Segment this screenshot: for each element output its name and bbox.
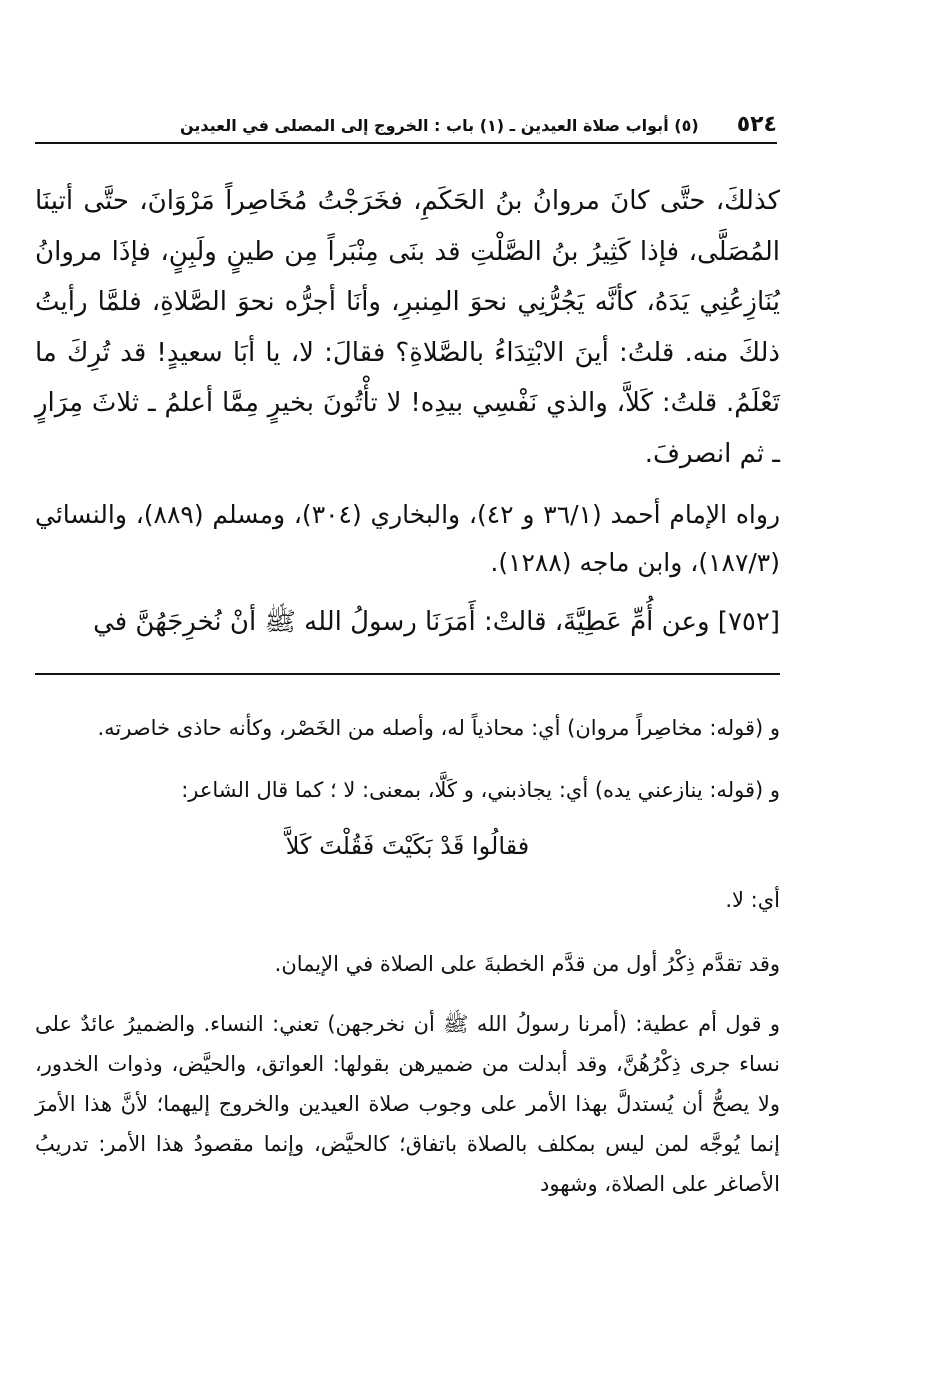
page-number: ٥٢٤ bbox=[736, 112, 777, 137]
source-citation: رواه الإمام أحمد (٣٦/١ و ٤٢)، والبخاري (٣٠٤)، ومسلم (٨٨٩)، والنسائي (١٨٧/٣)، وابن ماجه (١٢٨٨). bbox=[35, 500, 781, 577]
hadith-752-start: [٧٥٢] وعن أُمِّ عَطِيَّةَ، قالتْ: أَمَرَنَا رسولُ الله ﷺ أنْ نُخرِجَهُنَّ في bbox=[93, 607, 780, 637]
note-umm-atiyya: و قول أم عطية: (أمرنا رسولُ الله ﷺ أن نخرجهن) تعني: النساء. والضميرُ عائدٌ على نساء جرى ذِكْرُهُنَّ، وقد أبدلت من ضميرهن بقولها: العواتق، والحيَّض، وذوات الخدور، ولا يصحُّ أن يُستدلَّ بهذا الأمر على وجوب صلاة العيدين والخروج إليهما؛ لأنَّ هذا الأمرَ إنما يُوجَّه لمن ليس بمكلف بالصلاة باتفاق؛ كالحيَّض، وإنما مقصودُ هذا الأمر: تدريبُ الأصاغر على الصلاة، وشهود bbox=[35, 1012, 780, 1196]
running-title: (٥) أبواب صلاة العيدين ـ (١) باب : الخروج إلى المصلى في العيدين bbox=[180, 116, 699, 135]
main-text bbox=[35, 176, 780, 648]
note-yunaziuni: و (قوله: ينازعني يده) أي: يجاذبني، و كَلَّا، بمعنى: لا ؛ كما قال الشاعر: bbox=[181, 778, 780, 802]
footnote-divider bbox=[35, 673, 780, 675]
page-header bbox=[35, 108, 777, 144]
hadith-paragraph: كذلكَ، حتَّى كانَ مروانُ بنُ الحَكَمِ، فخَرَجْتُ مُخَاصِراً مَرْوَانَ، حتَّى أتينَا المُصَلَّى، فإذا كَثِيرُ بنُ الصَّلْتِ قد بنَى مِنْبَراً مِن طينٍ ولَبِنٍ، فإذَا مروانُ يُنَازِعُنِي يَدَهُ، كأنَّه يَجُرُّنِي نحوَ المِنبرِ، وأنَا أجرُّه نحوَ الصَّلاةِ، فلمَّا رأيتُ ذلكَ منه. قلتُ: أينَ الابْتِدَاءُ بالصَّلاةِ؟ فقالَ: لا، يا أبَا سعيدٍ! قد تُرِكَ ما تَعْلَمُ. قلتُ: كَلاَّ، والذي نَفْسِي بيدِه! لا تأْتُونَ بخيرٍ مِمَّا أعلمُ ـ ثلاثَ مِرَارٍ ـ ثم انصرفَ. bbox=[35, 186, 780, 469]
poetry-verse: فقالُوا قَدْ بَكَيْتَ فَقُلْتَ كَلاَّ bbox=[285, 832, 530, 860]
note-mukhasiran: و (قوله: مخاصِراً مروان) أي: محاذياً له، وأصله من الخَصْر، وكأنه حاذى خاصرته. bbox=[97, 716, 780, 740]
note-khutba: وقد تقدَّم ذِكْرُ أول من قدَّم الخطبةَ على الصلاة في الإيمان. bbox=[274, 952, 780, 976]
commentary-notes bbox=[35, 708, 780, 1204]
note-meaning-la: أي: لا. bbox=[725, 888, 780, 912]
